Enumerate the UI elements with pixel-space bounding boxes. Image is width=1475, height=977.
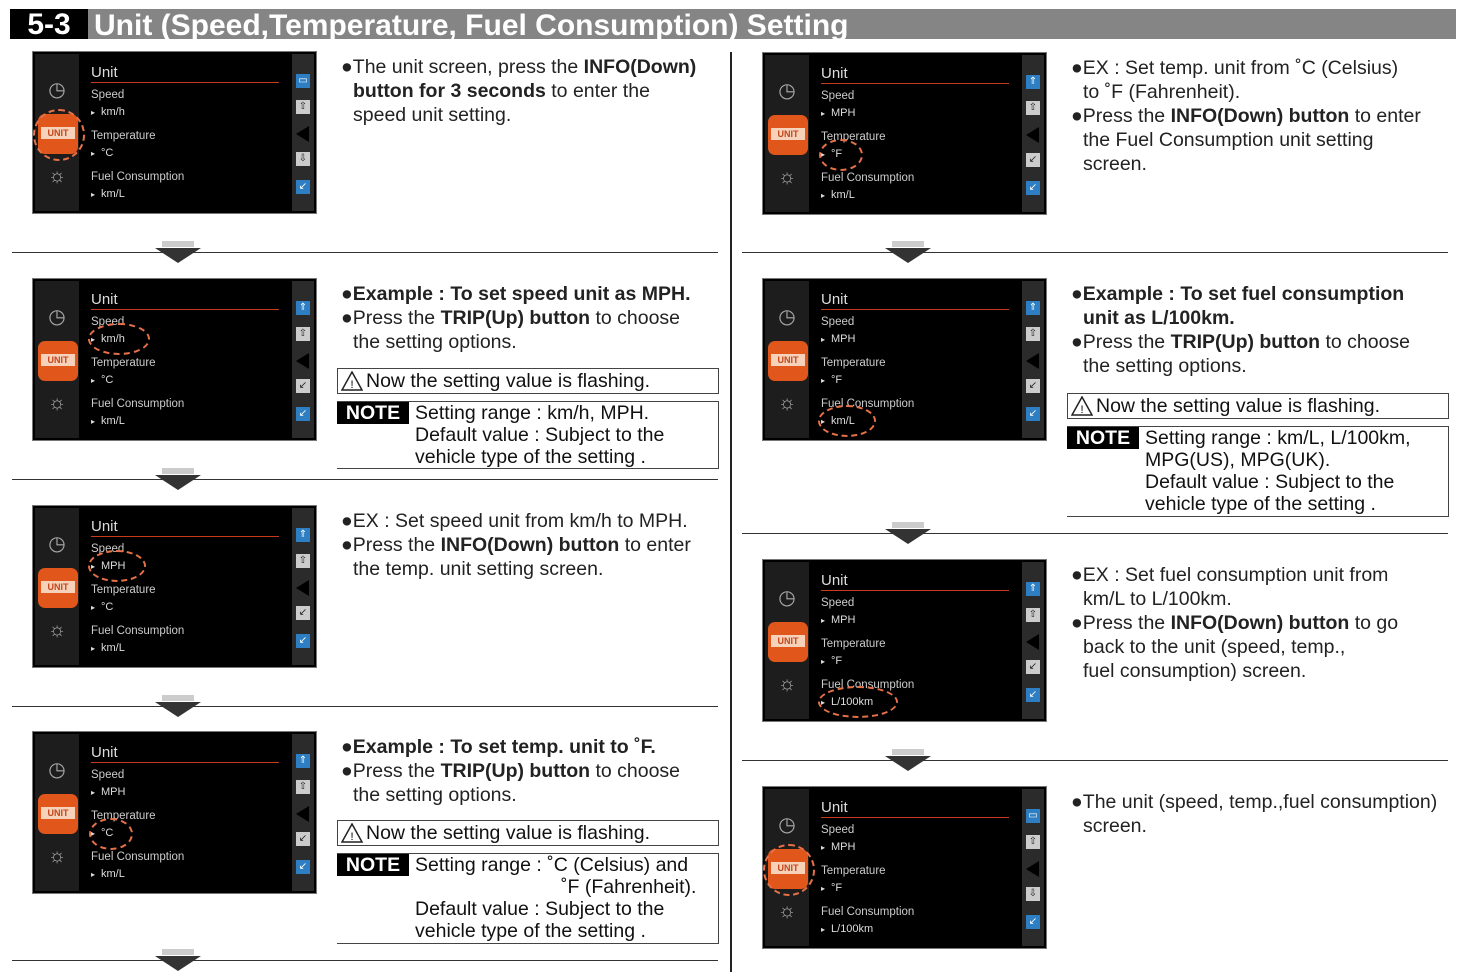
fuel-label: Fuel Consumption	[821, 906, 915, 918]
down-arrow-icon	[885, 529, 931, 544]
temperature-label: Temperature	[821, 131, 886, 143]
fuel-value: ▸ L/100km	[821, 923, 873, 935]
up-arrow-icon[interactable]: ⇧	[1026, 101, 1040, 115]
flash-indicator	[33, 109, 85, 161]
speed-label: Speed	[821, 316, 855, 328]
svg-text:!: !	[1080, 404, 1084, 416]
clock-icon: ◷	[48, 759, 66, 781]
flash-indicator	[89, 818, 133, 850]
right-button-panel	[292, 54, 314, 211]
warning-box: ! Now the setting value is flashing.	[337, 368, 719, 394]
step-separator	[742, 252, 1448, 253]
speed-label: Speed	[91, 316, 125, 328]
temperature-label: Temperature	[91, 357, 156, 369]
unit-screen	[32, 731, 317, 894]
double-up-icon[interactable]: ⇑	[296, 754, 310, 768]
section-title: Unit (Speed,Temperature, Fuel Consumption) Setting	[94, 9, 849, 42]
clock-icon: ◷	[778, 587, 796, 609]
warning-icon	[1071, 396, 1093, 416]
fuel-value: ▸ km/L	[821, 189, 855, 201]
note-badge: NOTE	[1067, 427, 1139, 449]
temperature-label: Temperature	[91, 130, 156, 142]
double-up-icon[interactable]: ⇑	[1026, 75, 1040, 89]
fuel-label: Fuel Consumption	[91, 625, 185, 637]
fuel-label: Fuel Consumption	[91, 851, 185, 863]
temperature-label: Temperature	[91, 810, 156, 822]
up-arrow-icon[interactable]: ⇧	[296, 780, 310, 794]
speed-label: Speed	[821, 90, 855, 102]
screen-title: Unit	[821, 572, 848, 589]
down-arrow-icon	[155, 956, 201, 971]
note-text: Setting range : km/h, MPH. Default value : Subject to the vehicle type of the setting .	[415, 402, 665, 468]
note-text: Setting range : km/L, L/100km, MPG(US), MPG(UK). Default value : Subject to the vehicle type of the setting .	[1145, 427, 1411, 515]
unit-screen	[762, 559, 1047, 722]
enter-icon[interactable]: ↙	[1026, 407, 1040, 421]
flash-indicator	[88, 550, 146, 582]
speed-label: Speed	[821, 597, 855, 609]
step-3-text: ●EX : Set speed unit from km/h to MPH. ●Press the INFO(Down) button to enter the temp. unit setting screen.	[341, 510, 691, 580]
enter-icon[interactable]: ↙	[1026, 181, 1040, 195]
unit-button[interactable]: UNIT	[38, 341, 78, 381]
back-icon[interactable]: ↙	[1026, 379, 1040, 393]
screen-icon[interactable]: ▭	[1026, 809, 1040, 823]
temperature-value: ▸ °C	[91, 374, 113, 386]
speed-value: ▸ MPH	[821, 841, 855, 853]
fuel-value: ▸ km/L	[91, 868, 125, 880]
back-icon[interactable]: ↙	[1026, 153, 1040, 167]
temperature-value: ▸ °C	[91, 827, 113, 839]
screen-title: Unit	[821, 291, 848, 308]
screen-title: Unit	[91, 744, 118, 761]
back-icon[interactable]: ↙	[296, 606, 310, 620]
fuel-value: ▸ km/L	[821, 415, 855, 427]
brightness-icon: ☼	[777, 166, 797, 188]
unit-button[interactable]: UNIT	[768, 622, 808, 662]
temperature-value: ▸ °C	[91, 147, 113, 159]
unit-screen	[762, 52, 1047, 215]
down-arrow-icon[interactable]: ⇩	[1026, 887, 1040, 901]
note-box	[337, 853, 719, 944]
speed-value: ▸ MPH	[821, 614, 855, 626]
enter-icon[interactable]: ↙	[1026, 688, 1040, 702]
temperature-label: Temperature	[821, 638, 886, 650]
back-icon[interactable]: ↙	[1026, 660, 1040, 674]
step-7-text: ●EX : Set fuel consumption unit from km/L to L/100km. ●Press the INFO(Down) button to go back to the unit (speed, temp., fuel consumption) screen.	[1071, 564, 1399, 682]
fuel-value: ▸ km/L	[91, 415, 125, 427]
enter-icon[interactable]: ↙	[296, 860, 310, 874]
note-badge: NOTE	[337, 402, 409, 424]
temperature-value: ▸ °F	[821, 148, 842, 160]
down-arrow-icon	[885, 756, 931, 771]
clock-icon: ◷	[778, 814, 796, 836]
temperature-label: Temperature	[821, 357, 886, 369]
brightness-icon: ☼	[777, 673, 797, 695]
speed-label: Speed	[91, 769, 125, 781]
down-arrow-icon[interactable]: ⇩	[296, 152, 310, 166]
speed-label: Speed	[91, 543, 125, 555]
speed-value: ▸ MPH	[821, 107, 855, 119]
unit-screen	[32, 505, 317, 668]
unit-screen	[32, 278, 317, 441]
screen-title: Unit	[91, 64, 118, 81]
step-separator	[12, 960, 718, 961]
svg-text:!: !	[350, 379, 354, 391]
unit-button[interactable]: UNIT	[768, 115, 808, 155]
temperature-label: Temperature	[821, 865, 886, 877]
unit-screen	[762, 786, 1047, 949]
double-up-icon[interactable]: ⇑	[1026, 582, 1040, 596]
up-arrow-icon[interactable]: ⇧	[296, 554, 310, 568]
double-up-icon[interactable]: ⇑	[296, 301, 310, 315]
up-arrow-icon[interactable]: ⇧	[1026, 835, 1040, 849]
section-number: 5-3	[10, 9, 88, 39]
note-text: Setting range : ˚C (Celsius) and ˚F (Fahrenheit). Default value : Subject to the vehicle type of the setting .	[415, 854, 697, 942]
down-arrow-icon	[155, 248, 201, 263]
step-1-text: ●The unit screen, press the INFO(Down) button for 3 seconds to enter the speed unit setting.	[341, 56, 697, 126]
enter-icon[interactable]: ↙	[296, 634, 310, 648]
unit-button[interactable]: UNIT	[768, 849, 808, 889]
back-icon[interactable]: ↙	[296, 379, 310, 393]
flash-indicator	[88, 323, 150, 355]
step-2-text: ●Example : To set speed unit as MPH. ●Press the TRIP(Up) button to choose the setting options.	[341, 283, 691, 353]
screen-title: Unit	[821, 799, 848, 816]
fuel-label: Fuel Consumption	[821, 398, 915, 410]
flash-indicator	[818, 686, 898, 718]
up-arrow-icon[interactable]: ⇧	[1026, 608, 1040, 622]
brightness-icon: ☼	[47, 619, 67, 641]
fuel-label: Fuel Consumption	[91, 398, 185, 410]
temperature-value: ▸ °F	[821, 655, 842, 667]
flash-indicator	[819, 139, 863, 171]
step-separator	[12, 252, 718, 253]
column-divider	[730, 52, 732, 972]
up-arrow-icon[interactable]: ⇧	[296, 327, 310, 341]
enter-icon[interactable]: ↙	[296, 407, 310, 421]
clock-icon: ◷	[48, 79, 66, 101]
speed-value: ▸ km/h	[91, 106, 125, 118]
enter-icon[interactable]: ↙	[1026, 915, 1040, 929]
svg-text:!: !	[350, 831, 354, 843]
step-4-text: ●Example : To set temp. unit to ˚F. ●Press the TRIP(Up) button to choose the setting options.	[341, 736, 681, 806]
brightness-icon: ☼	[47, 845, 67, 867]
screen-title: Unit	[91, 291, 118, 308]
clock-icon: ◷	[778, 306, 796, 328]
step-separator	[12, 479, 718, 480]
fuel-label: Fuel Consumption	[91, 171, 185, 183]
temperature-value: ▸ °C	[91, 601, 113, 613]
unit-button[interactable]: UNIT	[38, 794, 78, 834]
unit-button[interactable]: UNIT	[38, 114, 78, 154]
temperature-value: ▸ °F	[821, 374, 842, 386]
note-box	[1067, 426, 1449, 517]
section-header	[10, 8, 1456, 42]
double-up-icon[interactable]: ⇑	[296, 528, 310, 542]
step-5-text: ●EX : Set temp. unit from ˚C (Celsius) to ˚F (Fahrenheit). ●Press the INFO(Down) button to enter the Fuel Consumption unit setting screen.	[1071, 57, 1421, 175]
temperature-label: Temperature	[91, 584, 156, 596]
pointer-icon	[296, 126, 309, 142]
warning-box: ! Now the setting value is flashing.	[337, 820, 719, 846]
flash-indicator	[818, 405, 876, 437]
enter-icon[interactable]: ↙	[296, 180, 310, 194]
speed-value: ▸ MPH	[821, 333, 855, 345]
title-underline	[91, 82, 279, 83]
warning-box: ! Now the setting value is flashing.	[1067, 393, 1449, 419]
warning-icon	[341, 823, 363, 843]
note-badge: NOTE	[337, 854, 409, 876]
speed-value: ▸ km/h	[91, 333, 125, 345]
unit-button[interactable]: UNIT	[38, 568, 78, 608]
step-8-text: ●The unit (speed, temp.,fuel consumption) screen.	[1071, 791, 1438, 837]
down-arrow-icon	[155, 702, 201, 717]
clock-icon: ◷	[778, 80, 796, 102]
flash-indicator	[763, 844, 815, 896]
unit-screen	[32, 51, 317, 214]
clock-icon: ◷	[48, 533, 66, 555]
up-arrow-icon[interactable]: ⇧	[1026, 327, 1040, 341]
fuel-label: Fuel Consumption	[821, 679, 915, 691]
brightness-icon: ☼	[777, 900, 797, 922]
speed-value: ▸ MPH	[91, 560, 125, 572]
screen-title: Unit	[821, 65, 848, 82]
screen-title: Unit	[91, 518, 118, 535]
down-arrow-icon	[155, 475, 201, 490]
note-box	[337, 401, 719, 469]
step-separator	[742, 760, 1448, 761]
back-icon[interactable]: ↙	[296, 832, 310, 846]
speed-label: Speed	[91, 89, 125, 101]
brightness-icon: ☼	[47, 165, 67, 187]
double-up-icon[interactable]: ⇑	[1026, 301, 1040, 315]
temperature-value: ▸ °F	[821, 882, 842, 894]
unit-screen	[762, 278, 1047, 441]
step-separator	[742, 533, 1448, 534]
unit-button[interactable]: UNIT	[768, 341, 808, 381]
fuel-value: ▸ L/100km	[821, 696, 873, 708]
warning-icon	[341, 371, 363, 391]
brightness-icon: ☼	[47, 392, 67, 414]
clock-icon: ◷	[48, 306, 66, 328]
speed-label: Speed	[821, 824, 855, 836]
brightness-icon: ☼	[777, 392, 797, 414]
fuel-value: ▸ km/L	[91, 642, 125, 654]
fuel-value: ▸ km/L	[91, 188, 125, 200]
down-arrow-icon	[885, 248, 931, 263]
fuel-label: Fuel Consumption	[821, 172, 915, 184]
speed-value: ▸ MPH	[91, 786, 125, 798]
screen-icon[interactable]: ▭	[296, 74, 310, 88]
step-6-text: ●Example : To set fuel consumption unit as L/100km. ●Press the TRIP(Up) button to choose the setting options.	[1071, 283, 1411, 377]
step-separator	[12, 706, 718, 707]
up-arrow-icon[interactable]: ⇧	[296, 100, 310, 114]
